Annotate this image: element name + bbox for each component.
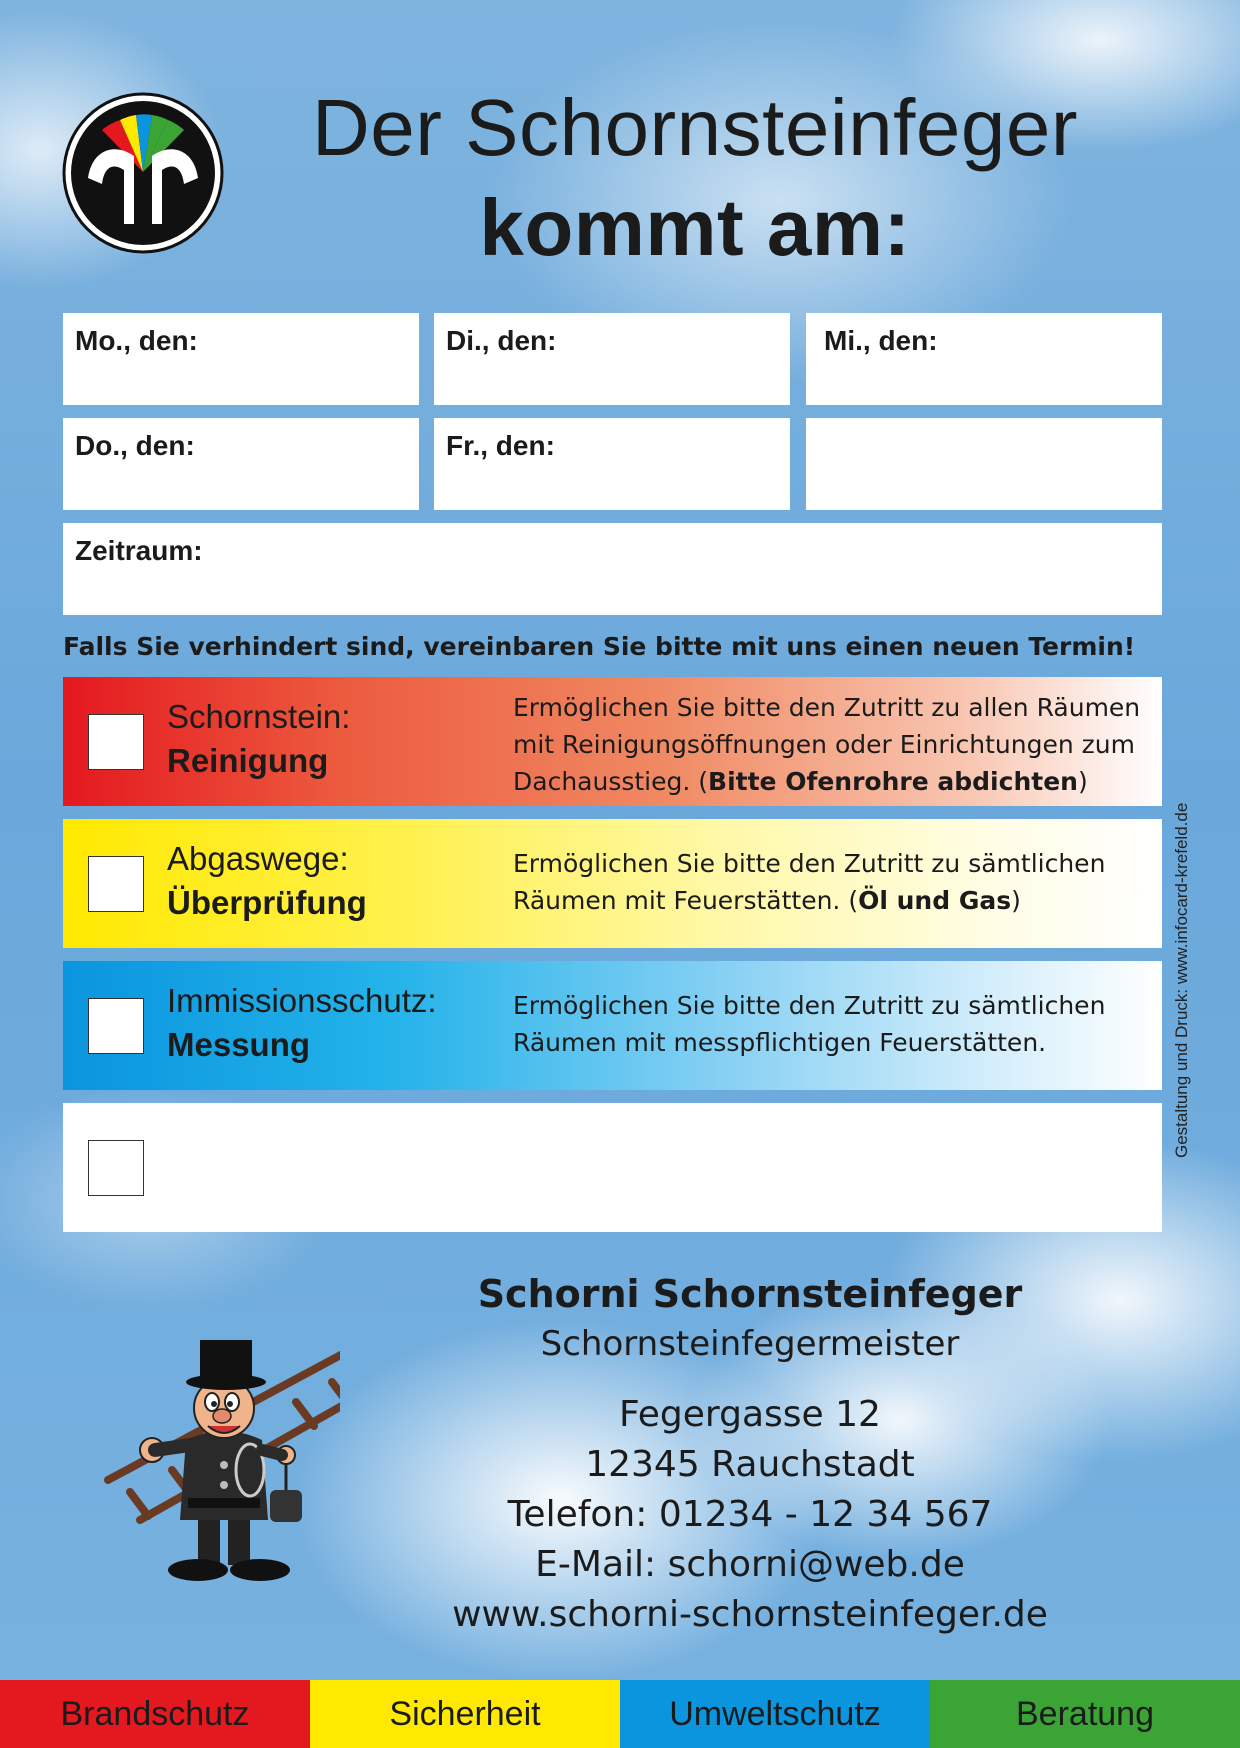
checkbox-icon[interactable] [88, 1140, 144, 1196]
guild-emblem-icon [62, 92, 224, 254]
reschedule-notice: Falls Sie verhindert sind, vereinbaren Sie bitte mit uns einen neuen Termin! [63, 632, 1136, 661]
service-description: Ermöglichen Sie bitte den Zutritt zu sämtlichen Räumen mit Feuerstätten. (Öl und Gas) [513, 849, 1106, 915]
company-city: 12345 Rauchstadt [585, 1444, 915, 1485]
date-field-tuesday[interactable] [434, 313, 790, 405]
date-field-friday[interactable] [434, 418, 790, 510]
service-title: Abgaswege: Überprüfung [167, 840, 367, 921]
company-name: Schorni Schornsteinfeger [477, 1272, 1023, 1316]
footer-umweltschutz: Umweltschutz [620, 1680, 930, 1748]
date-label-monday: Mo., den: [75, 325, 198, 356]
service-title: Schornstein: Reinigung [167, 698, 351, 779]
date-field-thursday[interactable] [63, 418, 419, 510]
date-field-monday[interactable] [63, 313, 419, 405]
service-description: Ermöglichen Sie bitte den Zutritt zu sämtlichen Räumen mit messpflichtigen Feuerstätten. [513, 991, 1106, 1057]
service-description: Ermöglichen Sie bitte den Zutritt zu allen Räumen mit Reinigungsöffnungen oder Einrichtungen zum Dachausstieg. (Bitte Ofenrohre abdichten) [513, 693, 1141, 796]
date-field-zeitraum[interactable] [63, 523, 1162, 615]
checkbox-icon[interactable] [88, 714, 144, 770]
date-label-wednesday: Mi., den: [824, 325, 938, 356]
footer-bar [0, 1680, 1240, 1748]
date-label-tuesday: Di., den: [446, 325, 557, 356]
date-field-extra[interactable] [806, 418, 1162, 510]
service-row-custom[interactable] [63, 1103, 1162, 1232]
date-field-wednesday[interactable] [806, 313, 1162, 405]
date-label-thursday: Do., den: [75, 430, 195, 461]
service-row-messung [63, 961, 1162, 1090]
print-credit: Gestaltung und Druck: www.infocard-krefeld.de [1172, 802, 1191, 1158]
date-label-zeitraum: Zeitraum: [75, 535, 203, 566]
footer-beratung: Beratung [930, 1680, 1240, 1748]
company-block [430, 1268, 1070, 1640]
footer-brandschutz: Brandschutz [0, 1680, 310, 1748]
company-role: Schornsteinfegermeister [540, 1324, 960, 1364]
date-label-friday: Fr., den: [446, 430, 555, 461]
chimney-sweep-mascot-icon [100, 1330, 340, 1590]
checkbox-icon[interactable] [88, 998, 144, 1054]
company-phone: Telefon: 01234 - 12 34 567 [507, 1494, 993, 1535]
company-website: www.schorni-schornsteinfeger.de [452, 1594, 1048, 1635]
checkbox-icon[interactable] [88, 856, 144, 912]
footer-sicherheit: Sicherheit [310, 1680, 620, 1748]
page-title: Der Schornsteinfeger kommt am: [312, 83, 1078, 272]
service-title: Immissionsschutz: Messung [167, 982, 437, 1063]
company-street: Fegergasse 12 [619, 1394, 881, 1435]
company-email: E-Mail: schorni@web.de [535, 1544, 965, 1585]
service-row-ueberpruefung [63, 819, 1162, 948]
service-row-reinigung [63, 677, 1162, 806]
